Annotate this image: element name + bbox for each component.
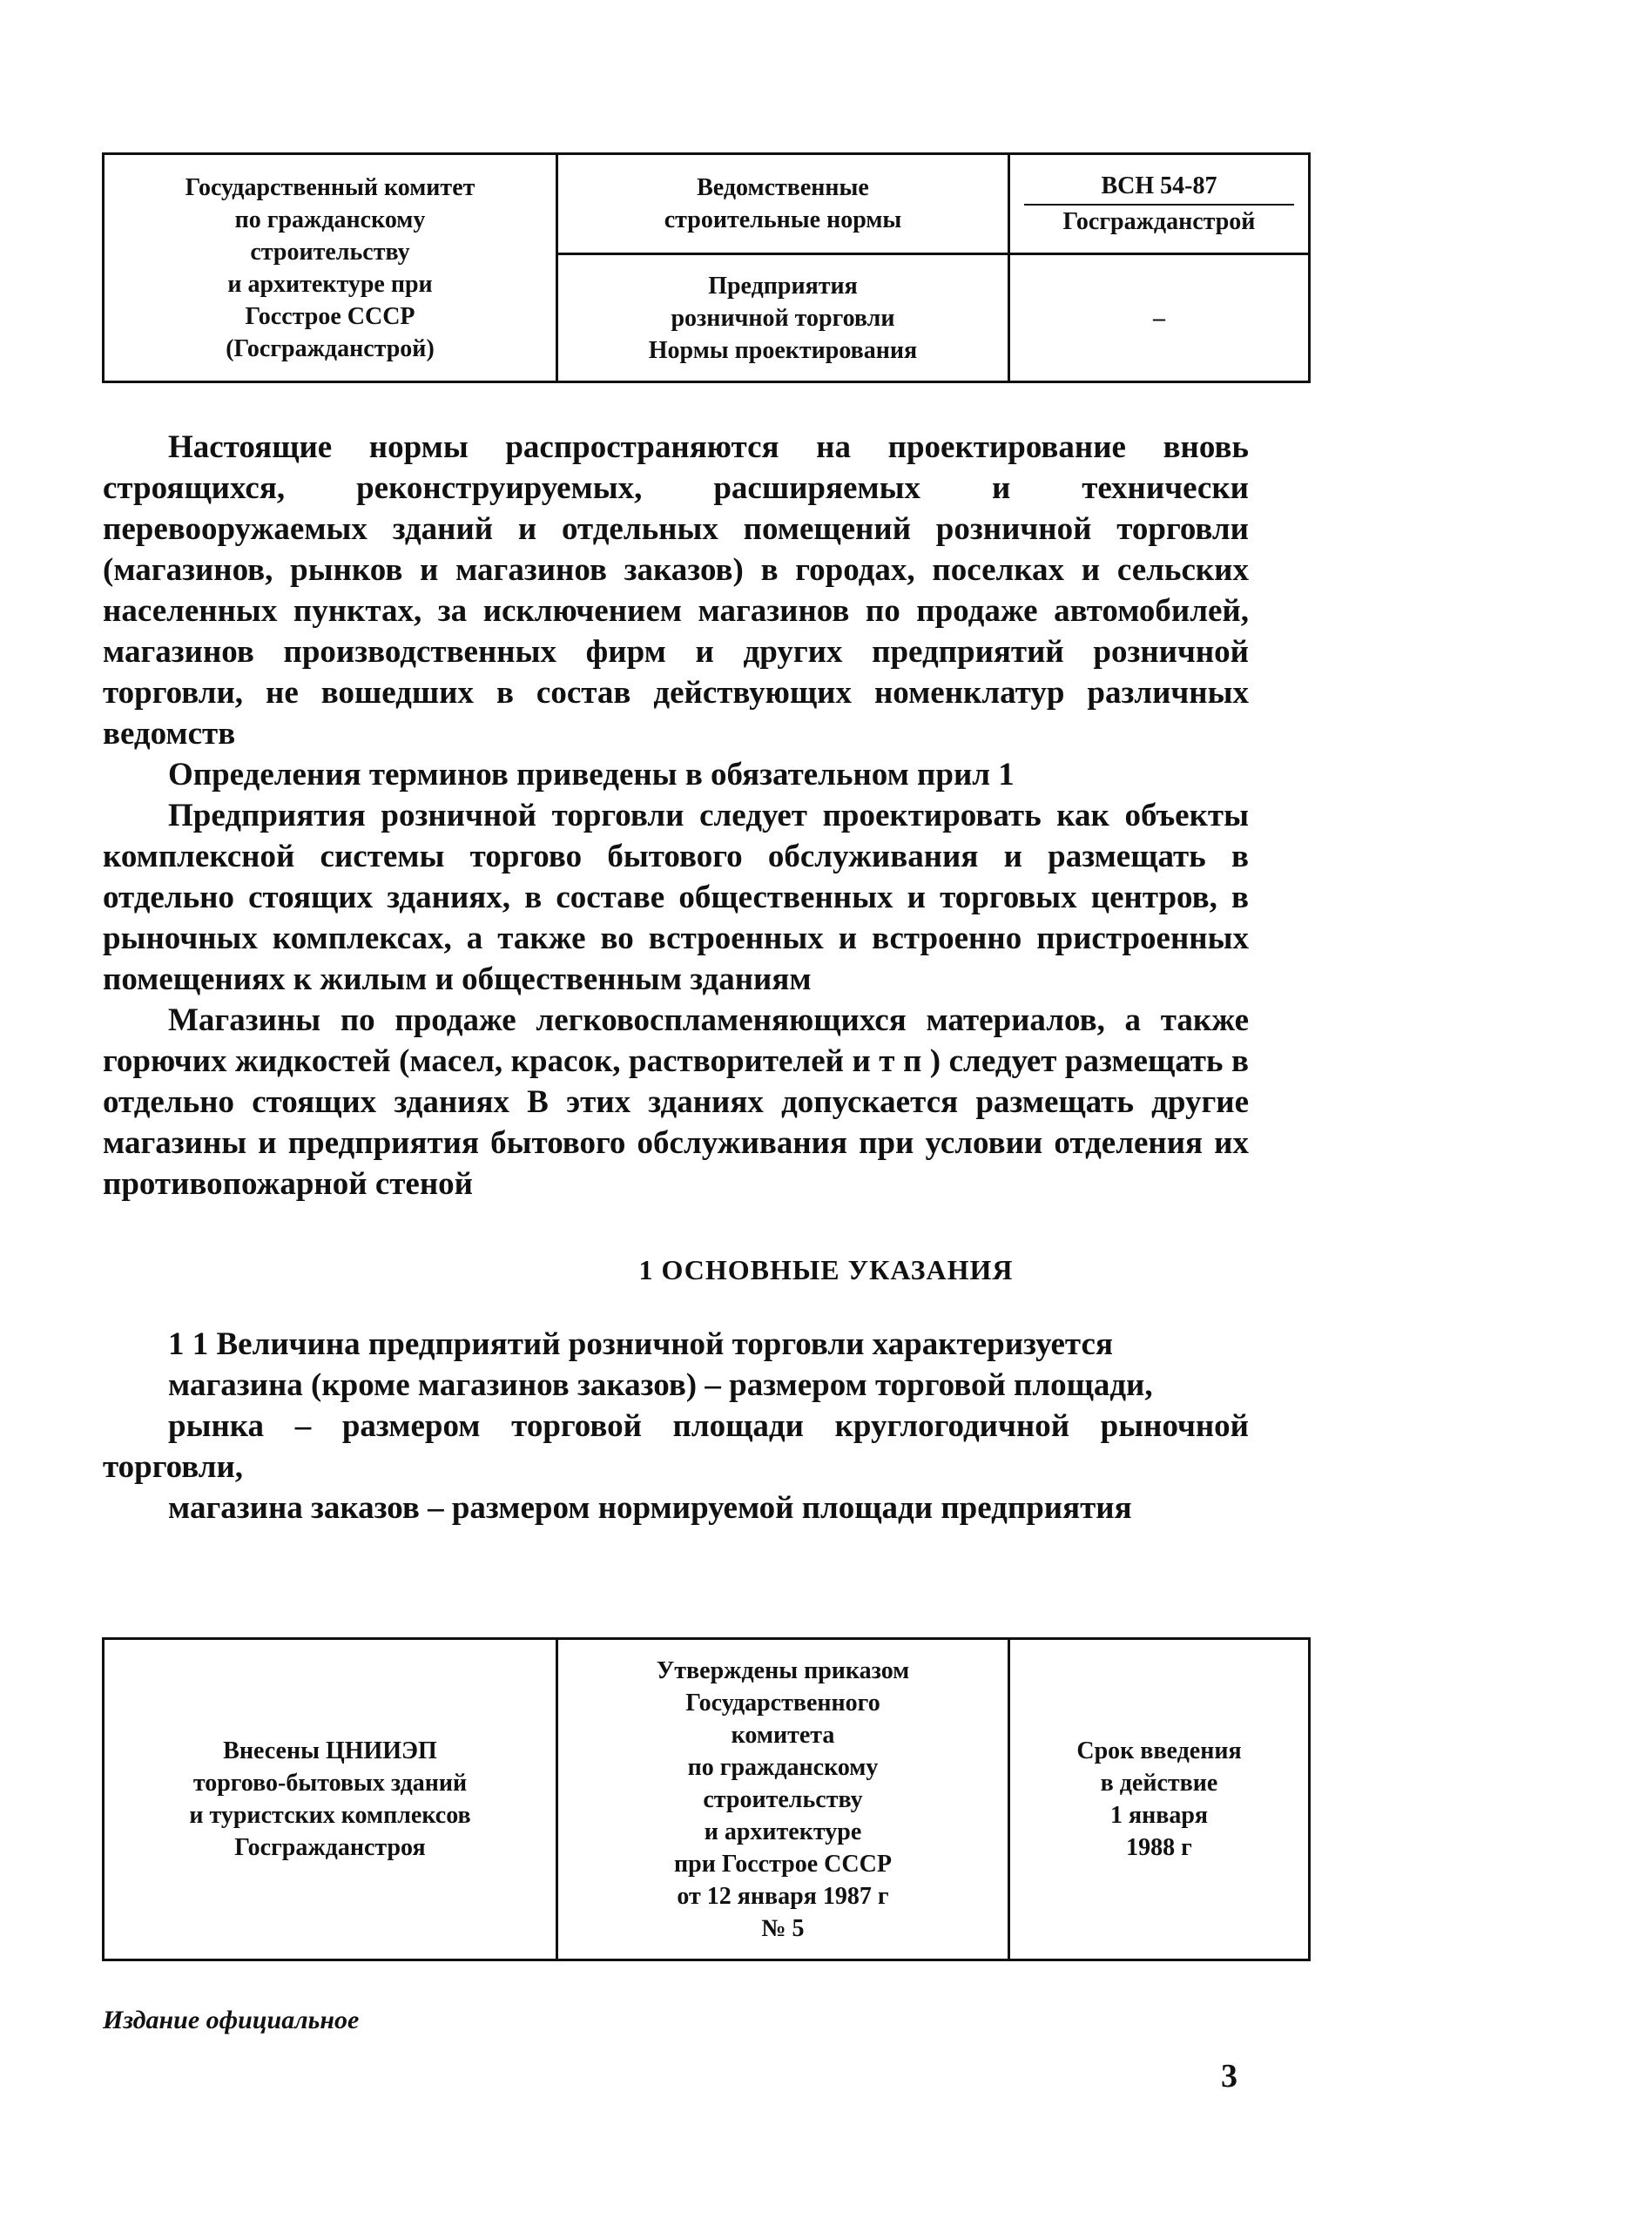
section-text — [103, 1324, 1249, 1528]
effective-cell — [1009, 1639, 1310, 1960]
approved-line: и архитектуре — [704, 1818, 862, 1845]
approved-line: Государственного — [685, 1689, 880, 1717]
submitted-line: Госгражданстроя — [234, 1834, 426, 1861]
intro-paragraph: Магазины по продаже легковоспламеняющихся материалов, а также горючих жидкостей (масел, красок, растворителей и т п ) следует размещать в отдельно стоящих зданиях В этих зданиях допускается размещать другие магазины и предприятия бытового обслуживания при условии отделения их противопожарной стеной — [103, 1002, 1249, 1202]
approved-line: комитета — [731, 1721, 835, 1749]
submitted-line: торгово-бытовых зданий — [192, 1770, 468, 1797]
approved-line: № 5 — [761, 1914, 805, 1942]
approved-cell — [557, 1639, 1009, 1960]
header-table — [102, 152, 1311, 383]
approved-line: по гражданскому — [687, 1753, 879, 1781]
page-number: 3 — [1221, 2058, 1237, 2094]
committee-line: Госстрое СССР — [245, 302, 415, 330]
submitted-cell — [104, 1639, 557, 1960]
footer-table — [102, 1637, 1311, 1961]
doc-org: Госгражданстрой — [1062, 208, 1256, 235]
committee-line: и архитектуре при — [227, 270, 433, 298]
approved-line: от 12 января 1987 г — [677, 1882, 889, 1910]
section-title: 1 ОСНОВНЫЕ УКАЗАНИЯ — [638, 1254, 1014, 1285]
edition-label: Издание официальное — [103, 2006, 360, 2034]
committee-line: Государственный комитет — [185, 173, 475, 201]
clause-paragraph: магазина (кроме магазинов заказов) – размером торговой площади, — [168, 1367, 1153, 1403]
replaces-cell: – — [1009, 254, 1310, 382]
committee-line: (Госгражданстрой) — [226, 334, 435, 362]
approved-line: строительству — [703, 1785, 863, 1813]
clause-paragraph: 1 1 Величина предприятий розничной торговли характеризуется — [168, 1326, 1113, 1362]
doc-code-cell — [1009, 154, 1310, 254]
approved-line: при Госстрое СССР — [674, 1850, 892, 1878]
clause-paragraph: рынка – размером торговой площади круглогодичной рыночной торговли, — [103, 1408, 1249, 1485]
norms-type-line: строительные нормы — [664, 206, 902, 233]
approved-line: Утверждены приказом — [656, 1656, 910, 1684]
committee-cell — [104, 154, 557, 382]
intro-paragraph: Настоящие нормы распространяются на проектирование вновь строящихся, реконструируемых, расширяемых и технически перевооружаемых зданий и отдельных помещений розничной торговли (магазинов, рынков и магазинов заказов) в городах, поселках и сельских населенных пунктах, за исключением магазинов по продаже автомобилей, магазинов производственных фирм и других предприятий розничной торговли, не вошедших в состав действующих номенклатур различных ведомств — [103, 429, 1249, 752]
subject-line: Предприятия — [708, 272, 858, 300]
effective-line: Срок введения — [1076, 1737, 1242, 1764]
effective-line: 1988 г — [1126, 1834, 1192, 1861]
committee-line: строительству — [250, 238, 410, 266]
intro-paragraph: Предприятия розничной торговли следует проектировать как объекты комплексной системы торгово бытового обслуживания и размещать в отдельно стоящих зданиях, в составе общественных и торговых центров, в рыночных комплексах, а также во встроенных и встроенно пристроенных помещениях к жилым и общественным зданиям — [103, 798, 1249, 997]
intro-paragraph: Определения терминов приведены в обязательном прил 1 — [168, 757, 1015, 793]
subject-line: розничной торговли — [671, 304, 895, 332]
subject-line: Нормы проектирования — [648, 336, 918, 364]
effective-line: в действие — [1100, 1770, 1218, 1797]
doc-code: ВСН 54-87 — [1024, 170, 1294, 206]
submitted-line: Внесены ЦНИИЭП — [223, 1737, 437, 1764]
effective-line: 1 января — [1109, 1802, 1209, 1829]
intro-text — [103, 427, 1249, 1204]
norms-type-line: Ведомственные — [697, 174, 869, 201]
committee-line: по гражданскому — [234, 206, 426, 233]
norms-type-cell — [557, 154, 1009, 254]
submitted-line: и туристских комплексов — [189, 1802, 471, 1829]
clause-paragraph: магазина заказов – размером нормируемой площади предприятия — [168, 1490, 1132, 1526]
subject-cell — [557, 254, 1009, 382]
